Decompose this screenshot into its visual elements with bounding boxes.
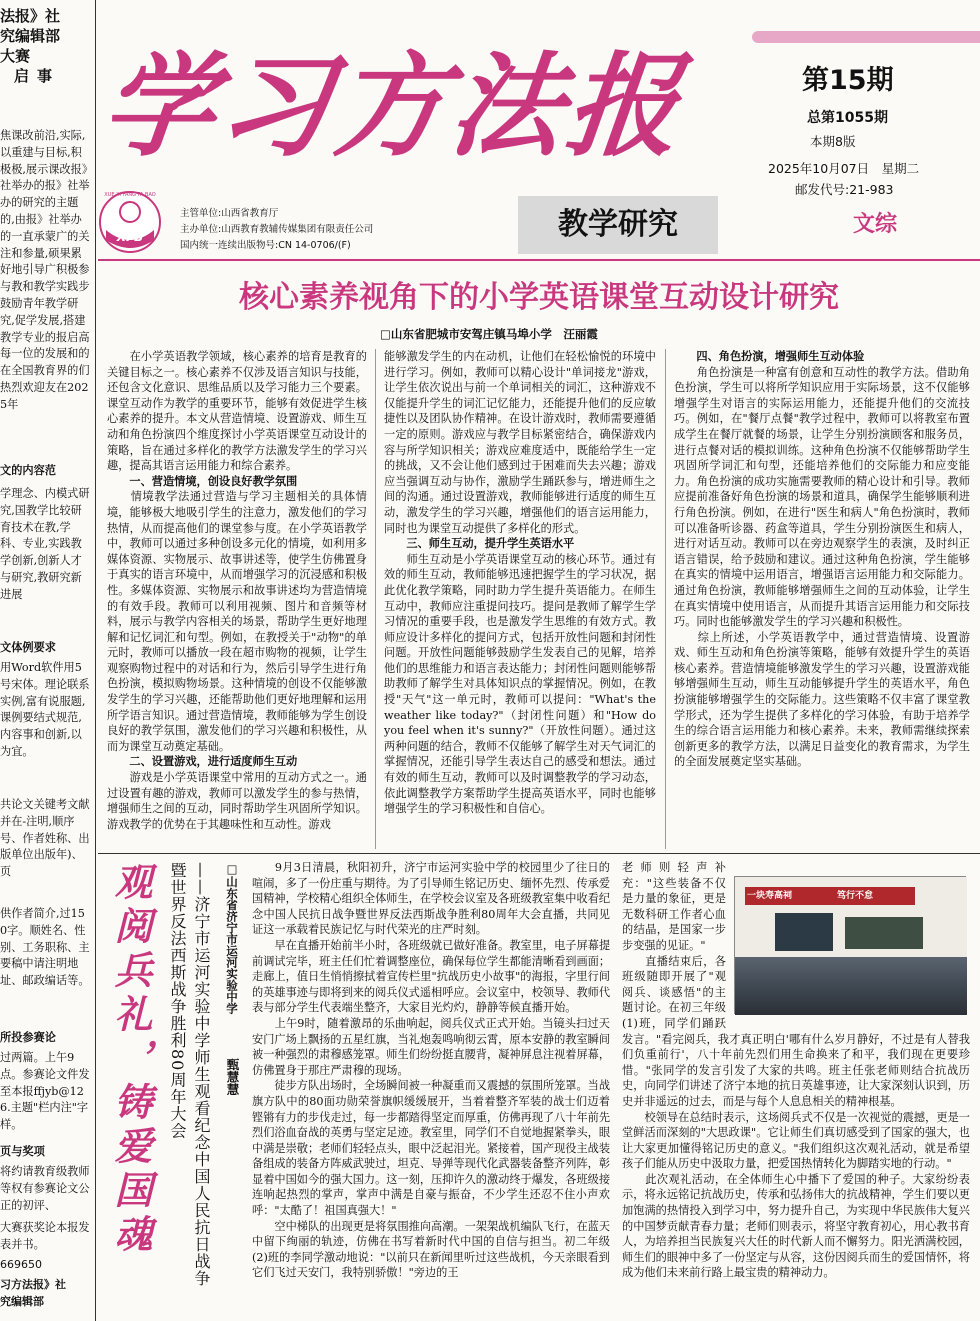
- paragraph: 情境教学法通过营造与学习主题相关的具体情境，能够极大地吸引学生的注意力，激发他们的学习热情，从而提高他们的课堂参与度。在小学英语教学中，教师可以通过多种创设多元化的情境，如利用多媒体资源、实物展示、故事讲述等，使学生仿佛置身于真实的语言环境中，从而增强学习的沉浸感和积极性。多媒体资源、实物展示和故事讲述均为营造情境的有效手段。教师可以利用视频、图片和音频等材料，展示与教学内容相关的场景，帮助学生更好地理解和记忆词汇和句型。例如，在教授关于"动物"的单元时，教师可以播放一段在超市购物的视频，让学生观察购物过程中的对话和行为，然后引导学生进行角色扮演，模拟购物场景。这种情境的创设不仅能够激发学生的学习兴趣，还能帮助他们更好地理解和运用所学语言知识。通过营造情境，教师能够为学生创设良好的教学氛围，激发他们的学习兴趣和积极性，从而为课堂互动奠定基础。: [107, 490, 367, 753]
- logo-letters: XFB: [116, 230, 144, 244]
- issue-number: 第15期: [802, 65, 894, 96]
- left-strip-header-line: 法报》社: [0, 7, 61, 25]
- section-heading: 三、师生互动，提升学生英语水平: [384, 537, 575, 551]
- postal-code: 邮发代号:21-983: [795, 182, 894, 197]
- left-strip-body: 用Word软件用5号宋体。理论联系实例,富有说服题,课例要结式规范,内容事和创新,以为宜。: [0, 661, 90, 758]
- column-divider: [665, 349, 666, 849]
- left-strip-header-line: 启事: [14, 67, 61, 85]
- paragraph: 在小学英语教学领域，核心素养的培育是教育的关键目标之一。核心素养不仅涉及语言知识与技能，还包含文化意识、思维品质以及学习能力三个要素。课堂互动作为教学的重要环节，能够有效促进学生核心素养的提升。本文从营造情境、设置游戏、师生互动和角色扮演四个维度探讨小学英语课堂互动设计的策略，旨在通过多样化的教学方法激发学生的学习兴趣，提高其语言运用能力和综合素养。: [107, 350, 367, 473]
- total-issue: 总第1055期: [807, 110, 888, 126]
- subhead-vertical-text: ——济宁市运河实验中学师生观看纪念中国人民抗日战争暨世界反法西斯战争胜利80周年大会: [168, 862, 211, 1287]
- cn-number: 国内统一连续出版物号:CN 14-0706/(F): [180, 240, 351, 251]
- headline-vertical-text: 观阅兵礼，铸爱国魂: [108, 862, 153, 1258]
- article-title: 核心素养视角下的小学英语课堂互动设计研究: [239, 280, 839, 315]
- section-heading: 二、设置游戏，进行适度师生互动: [107, 755, 298, 769]
- article-photo: [734, 876, 966, 1014]
- left-strip-body: 过两篇。上午9点。参赛论文件发至本报ffjyb@126.主题"栏内注"字样。: [0, 1051, 90, 1132]
- left-strip-footer: 习方法报》社: [0, 1278, 66, 1291]
- masthead-pink-bar: [752, 31, 980, 43]
- left-strip-header-line: 究编辑部: [0, 27, 61, 45]
- section-name: 教学研究: [558, 207, 678, 242]
- logo-arc-text: XUE XI FANG FA BAO: [104, 192, 156, 198]
- left-strip-body: 共论文关键考文献并在-注明,顺序号、作者姓称、出版单位出版年)、页: [0, 798, 90, 879]
- paragraph: 综上所述，小学英语教学中，通过营造情境、设置游戏、师生互动和角色扮演等策略，能够有效提升学生的英语核心素养。营造情境能够激发学生的学习兴趣，设置游戏能够增强师生互动，师生互动能够提升学生的英语水平，角色扮演能够增强学生的交际能力。这些策略不仅丰富了课堂教学形式，还为学生提供了多样化的学习体验，有助于培养学生的综合语言运用能力和核心素养。未来，教师需继续探索创新更多的教学方法，以满足日益变化的教育需求，为学生的全面发展奠定坚实基础。: [674, 630, 970, 769]
- section-heading: 四、角色扮演，增强师生互动体验: [674, 350, 865, 363]
- article1-col1: [107, 349, 367, 849]
- article-separator: [98, 853, 980, 854]
- left-strip-phone: 669650: [0, 1258, 42, 1271]
- left-strip-footer: 究编辑部: [0, 1295, 44, 1308]
- byline-unit-vertical: □山东省济宁市运河实验中学: [225, 862, 239, 1014]
- subject-label: 文综: [852, 212, 897, 237]
- article2-col2-top: 老师则轻声补充："这些装备不仅是力量的象征，更是无数科研工作者心血的结晶，是国家一步步变强的见证。" 直播结束后，各班级随即开展了"观阅兵、谈感悟"的主题讨论。在初三年级(1)班，同学们踊跃发言。"看完阅兵，我才真正明白'哪有什么岁月静好，不过是有人替我们负重前行'，八十年前先烈们用生命换来了和平，我们现在更要珍惜。"张同学的发言引发了大家的共鸣。班主任张老师则结合抗战历史，向同学们讲述了济宁本地的抗日英雄事迹，让大家深刻认识到，历史并非遥远的过去，而是与每个人息息相关的精神根基。 校领导在总结时表示，这场阅兵式不仅是一次视觉的震撼，更是一堂鲜活而深刻的"大思政课"。它让师生们真切感受到了国家的强大，也让大家更加懂得铭记历史的意义。"我们组织这次观礼活动，就是希望孩子们能从历史中汲取力量，把爱国热情转化为脚踏实地的行动。" 此次观礼活动，在全体师生心中播下了爱国的种子。大家纷纷表示，将永远铭记抗战历史，传承和弘扬伟大的抗战精神，学生们要以更加饱满的热情投入到学习中，努力提升自己，为实现中华民族伟大复兴的中国梦贡献青春力量；老师们则表示，将坚守教育初心，用心教书育人，为培养担当民族复兴大任的时代新人而不懈努力。阳光洒满校园，师生们的眼神中多了一份坚定与从容，这份因阅兵而生的爱国情怀，将成为他们未来前行路上最宝贵的精神动力。: [622, 861, 970, 1280]
- left-strip-header: [0, 6, 92, 126]
- paragraph: 游戏是小学英语课堂中常用的互动方式之一。通过设置有趣的游戏，教师可以激发学生的参与热情，增强师生之间的互动，同时帮助学生巩固所学知识。游戏教学的优势在于其趣味性和互动性。游戏: [107, 771, 367, 831]
- article1-col2: [384, 349, 660, 849]
- left-strip-body: 大赛获奖论本报发表并书。: [0, 1221, 90, 1251]
- sponsor-line: 主管单位:山西省教育厅: [180, 208, 279, 219]
- left-strip-divider: [95, 0, 96, 1321]
- photo-screen: [775, 913, 833, 951]
- masthead-title: 学习方法报: [95, 41, 690, 172]
- left-strip-header-line: 大赛: [0, 47, 31, 65]
- article1-col3: [674, 349, 970, 849]
- sponsor-line: 主办单位:山西教育教辅传媒集团有限责任公司: [180, 224, 374, 235]
- left-strip-heading: 文的内容范: [0, 464, 56, 477]
- column-divider: [375, 349, 376, 849]
- article-byline: □山东省肥城市安驾庄镇马埠小学 汪丽霞: [380, 327, 598, 341]
- left-strip-body: 供作者简介,过150字。顺姓名、性别、工务职称、主要稿中请注明地址、邮政编话等。: [0, 907, 90, 988]
- photo-banner-text: 一块寿高祠 笃行不怠: [747, 891, 874, 901]
- left-strip: [0, 0, 92, 1321]
- paragraph: 师生互动是小学英语课堂互动的核心环节。通过有效的师生互动，教师能够迅速把握学生的学习状况，据此优化教学策略，同时助力学生提升英语能力。在师生互动中，教师应注重提问技巧。提问是教师了解学生学习情况的重要手段，也是激发学生思维的有效方式。教师应设计多样化的提问方式，包括开放性问题和封闭性问题。开放性问题能够鼓励学生发表自己的见解，培养他们的思维能力和语言表达能力；封闭性问题则能够帮助教师了解学生对具体知识点的掌握情况。例如，在教授"天气"这一单元时，教师可以提问："What's the weather like today?"（封闭性问题）和"How do you feel when it's sunny?"（开放性问题）。通过这两种问题的结合，教师不仅能够了解学生对天气词汇的掌握情况，还能引导学生表达自己的感受和想法。通过有效的师生互动，教师可以及时调整教学的学习动态，依此调整教学方案帮助学生提高英语水平，同时也能够增强学生的学习积极性和自信心。: [384, 552, 660, 816]
- byline-name-vertical: 甄慧慧: [225, 1058, 240, 1096]
- newspaper-logo: [98, 190, 162, 254]
- page-count: 本期8版: [810, 134, 856, 149]
- left-strip-heading: 所投参赛论: [0, 1031, 56, 1044]
- paragraph: 能够激发学生的内在动机，让他们在轻松愉悦的环境中进行学习。例如，教师可以精心设计"单词接龙"游戏，让学生依次说出与前一个单词相关的词汇，这种游戏不仅能提升学生的词汇记忆能力，还能提升他们的反应敏捷性以及团队协作精神。在设计游戏时，教师需要遵循一定的原则。游戏应与教学目标紧密结合，确保游戏内容与所学知识相关；游戏应难度适中，既能给学生一定的挑战，又不会让他们感到过于困难而失去兴趣；游戏应当强调互动与协作，激励学生踊跃参与，增进师生之间的沟通。通过设置游戏，教师能够进行适度的师生互动，激发学生的学习兴趣，增强他们的语言运用能力，同时也为课堂互动提供了多样化的形式。: [384, 350, 656, 535]
- issue-date: 2025年10月07日 星期二: [768, 161, 920, 176]
- article2-subhead: [165, 862, 221, 1302]
- left-strip-heading: 文体例要求: [0, 641, 56, 654]
- photo-students: [735, 957, 967, 1015]
- paragraph: 角色扮演是一种富有创意和互动性的教学方法。借助角色扮演，学生可以将所学知识应用于实际场景，这不仅能够增强学生对语言的实际运用能力，还能提升他们的交流技巧。例如，在"餐厅点餐"教学过程中，教师可以将教室布置成学生在餐厅就餐的场景，让学生分别扮演顾客和服务员，进行点餐对话的模拟训练。这种角色扮演不仅能够帮助学生巩固所学词汇和句型，还能培养他们的交际能力和应变能力。角色扮演的成功实施需要教师的精心设计和引导。教师应提前准备好角色扮演的场景和道具，确保学生能够顺利进行角色扮演。例如，在进行"医生和病人"角色扮演时，教师可以准备听诊器、药盒等道具，学生分别扮演医生和病人，进行对话互动。教师可以在旁边观察学生的表演，及时纠正语言错误，给予鼓励和建议。通过这种角色扮演，学生能够在真实的情境中运用语言，增强语言运用能力和交际能力。通过角色扮演，教师能够增强师生之间的互动体验，让学生在真实情境中使用语言，从而提升其语言运用能力和交际技巧。同时也能够激发学生的学习兴趣和积极性。: [674, 365, 970, 629]
- section-heading: 一、营造情境，创设良好教学氛围: [107, 474, 298, 488]
- photo-board: [845, 917, 923, 949]
- masthead-rule: [98, 259, 980, 261]
- article2-headline: [102, 862, 162, 1302]
- article2-byline: [222, 862, 246, 1122]
- left-strip-heading: 页与奖项: [0, 1145, 45, 1158]
- left-strip-body: 学理念、内模式研究,国教学比较研育技术在教,学科、专业,实践教学创新,创新人才与研究,教研究新进展: [0, 487, 90, 601]
- left-strip-body: 将约请教育级教师等权有参赛论文公正的初评、: [0, 1165, 90, 1212]
- left-strip-body: 焦课改前沿,实际,以重建与目标,积极极,展示课改报》社举办的报》社举办的研究的主题的,由报》社举办的一直承蒙广的关注和参量,硕果累好地引导广积极参与教和教学实践步鼓励青年教学研究,促学发展,搭建教学专业的报启高每一位的发展和的在全国教育界的们热烈欢迎友在2025年: [0, 129, 90, 411]
- article2-col1: 9月3日清晨，秋阳初升，济宁市运河实验中学的校园里少了往日的喧闹，多了一份庄重与期待。为了引导师生铭记历史、缅怀先烈、传承爱国精神，学校精心组织全体师生，在学校会议室及各班级教室集中收看纪念中国人民抗日战争暨世界反法西斯战争胜利80周年大会直播，共同见证这一承载着民族记忆与时代荣光的庄严时刻。 早在直播开始前半小时，各班级就已做好准备。教室里，电子屏幕提前调试完毕，班主任们忙着调整座位，确保每位学生都能清晰看到画面；走廊上，值日生悄悄擦拭着宣传栏里"抗战历史小故事"的海报，字里行间的英雄事迹与即将到来的阅兵仪式遥相呼应。会议室中，校领导、教师代表与部分学生代表端坐整齐，大家目光灼灼，静静等候直播开始。 上午9时，随着激昂的乐曲响起，阅兵仪式正式开始。当镜头扫过天安门广场上飘扬的五星红旗，当礼炮轰鸣响彻云霄，原本安静的教室瞬间被一种强烈的肃穆感笼罩。师生们纷纷挺直腰背，凝神屏息注视着屏幕，仿佛置身于那庄严肃穆的现场。 徒步方队出场时，全场瞬间被一种凝重而又震撼的氛围所笼罩。当战旗方队中的80面功勋荣誉旗帜缓缓展开，当着着整齐军装的战士们迈着铿锵有力的步伐走过，每一步都踏得坚定而厚重，仿佛再现了八十年前先烈们浴血奋战的英勇与坚定足迹。教室里，同学们不自觉地握紧拳头，眼中满是崇敬；老师们轻轻点头，眼中泛起泪光。紧接着，国产现役主战装备组成的装备方阵威武驶过，坦克、导弹等现代化武器装备整齐列阵，彰显着中国如今的强大国力。这一刻，压抑许久的激动终于爆发，各班级接连响起热烈的掌声，掌声中满是自豪与振奋，不少学生还忍不住小声欢呼："太酷了！祖国真强大！" 空中梯队的出现更是将氛围推向高潮。一架架战机编队飞行，在蓝天中留下绚丽的轨迹，仿佛在书写着新时代中国的自信与担当。初二年级(2)班的李同学激动地说："以前只在新闻里听过这些战机，今天亲眼看到它们飞过天安门，我特别骄傲！"旁边的王: [252, 861, 611, 1280]
